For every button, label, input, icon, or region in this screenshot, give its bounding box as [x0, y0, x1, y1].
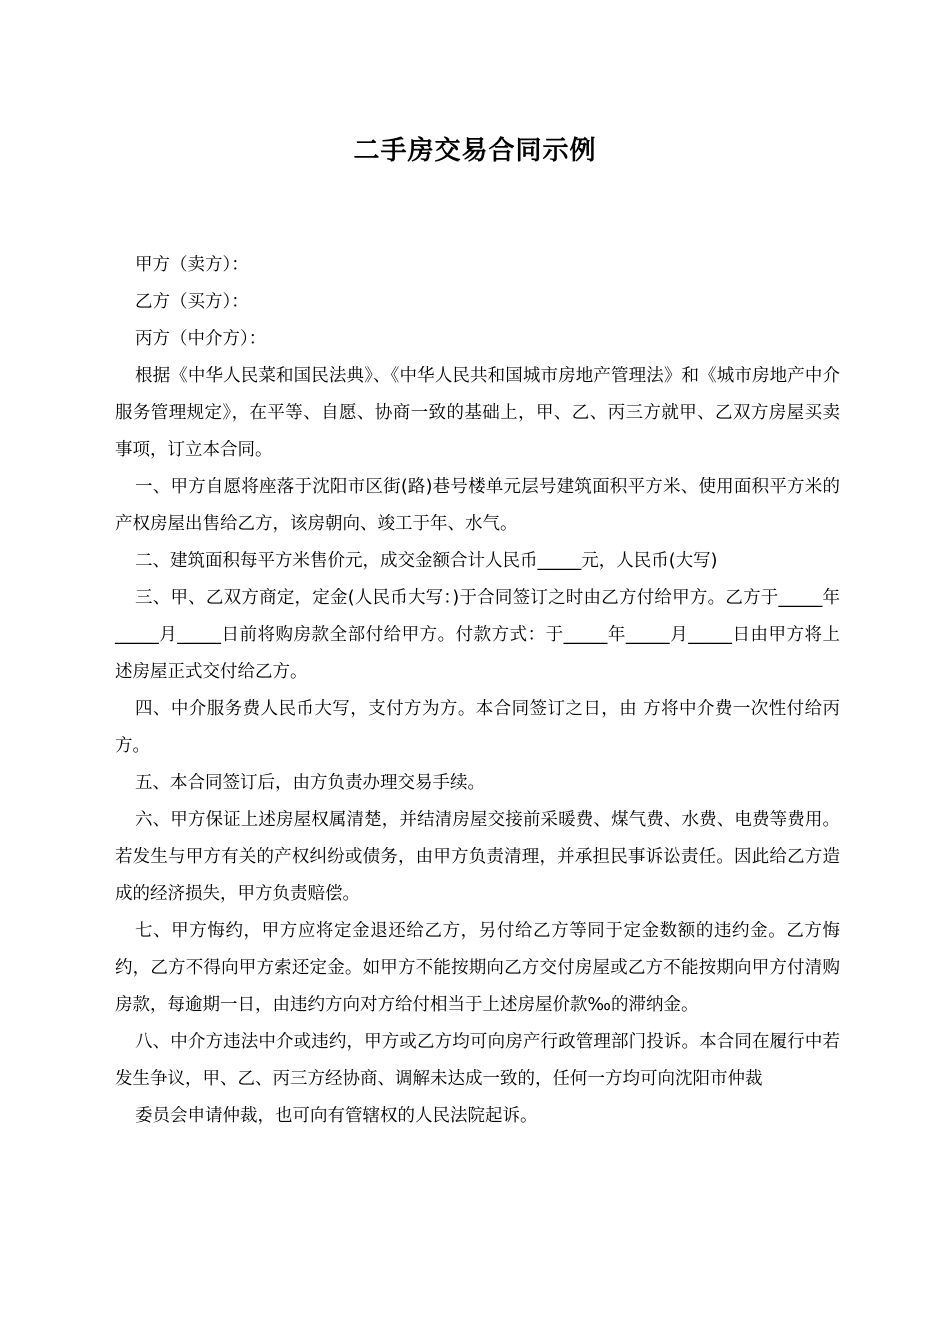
- preamble-paragraph: 根据《中华人民菜和国民法典》、《中华人民共和国城市房地产管理法》和《城市房地产中介服务管理规定》，在平等、自愿、协商一致的基础上，甲、乙、丙三方就甲、乙双方房屋买卖事项，订立本合同。: [115, 366, 840, 460]
- clause-7: 七、甲方悔约，甲方应将定金退还给乙方，另付给乙方等同于定金数额的违约金。乙方悔约，乙方不得向甲方索还定金。如甲方不能按期向乙方交付房屋或乙方不能按期向甲方付清购房款，每逾期一日，由违约方向对方给付相当于上述房屋价款‰的滞纳金。: [115, 921, 840, 1015]
- clause-4: 四、中介服务费人民币大写，支付方为方。本合同签订之日，由 方将中介费一次性付给丙方。: [115, 699, 840, 756]
- clause-8-continuation: 委员会申请仲裁，也可向有管辖权的人民法院起诉。: [135, 1106, 538, 1126]
- clause-8: 八、中介方违法中介或违约，甲方或乙方均可向房产行政管理部门投诉。本合同在履行中若发生争议，甲、乙、丙三方经协商、调解未达成一致的，任何一方均可向沈阳市仲裁: [115, 1032, 840, 1089]
- clause-5: 五、本合同签订后，由方负责办理交易手续。: [135, 773, 485, 793]
- party-c-line: 丙方（中介方）：: [135, 329, 267, 349]
- document-title: 二手房交易合同示例: [353, 136, 597, 166]
- party-b-line: 乙方（买方）：: [135, 292, 249, 312]
- clause-3: 三、甲、乙双方商定，定金(人民币大写：)于合同签订之时由乙方付给甲方。乙方于_____年_____月_____日前将购房款全部付给甲方。付款方式：于_____年_____月_____日由甲方将上述房屋正式交付给乙方。: [115, 588, 840, 682]
- clause-1: 一、甲方自愿将座落于沈阳市区街(路)巷号楼单元层号建筑面积平方米、使用面积平方米的产权房屋出售给乙方，该房朝向、竣工于年、水气。: [115, 477, 840, 534]
- clause-6: 六、甲方保证上述房屋权属清楚，并结清房屋交接前采暖费、煤气费、水费、电费等费用。若发生与甲方有关的产权纠纷或债务，由甲方负责清理，并承担民事诉讼责任。因此给乙方造成的经济损失，甲方负责赔偿。: [115, 810, 840, 904]
- document-body: [115, 247, 840, 1135]
- party-a-line: 甲方（卖方）：: [135, 255, 249, 275]
- clause-2: 二、建筑面积每平方米售价元，成交金额合计人民币_____元，人民币(大写): [135, 551, 718, 571]
